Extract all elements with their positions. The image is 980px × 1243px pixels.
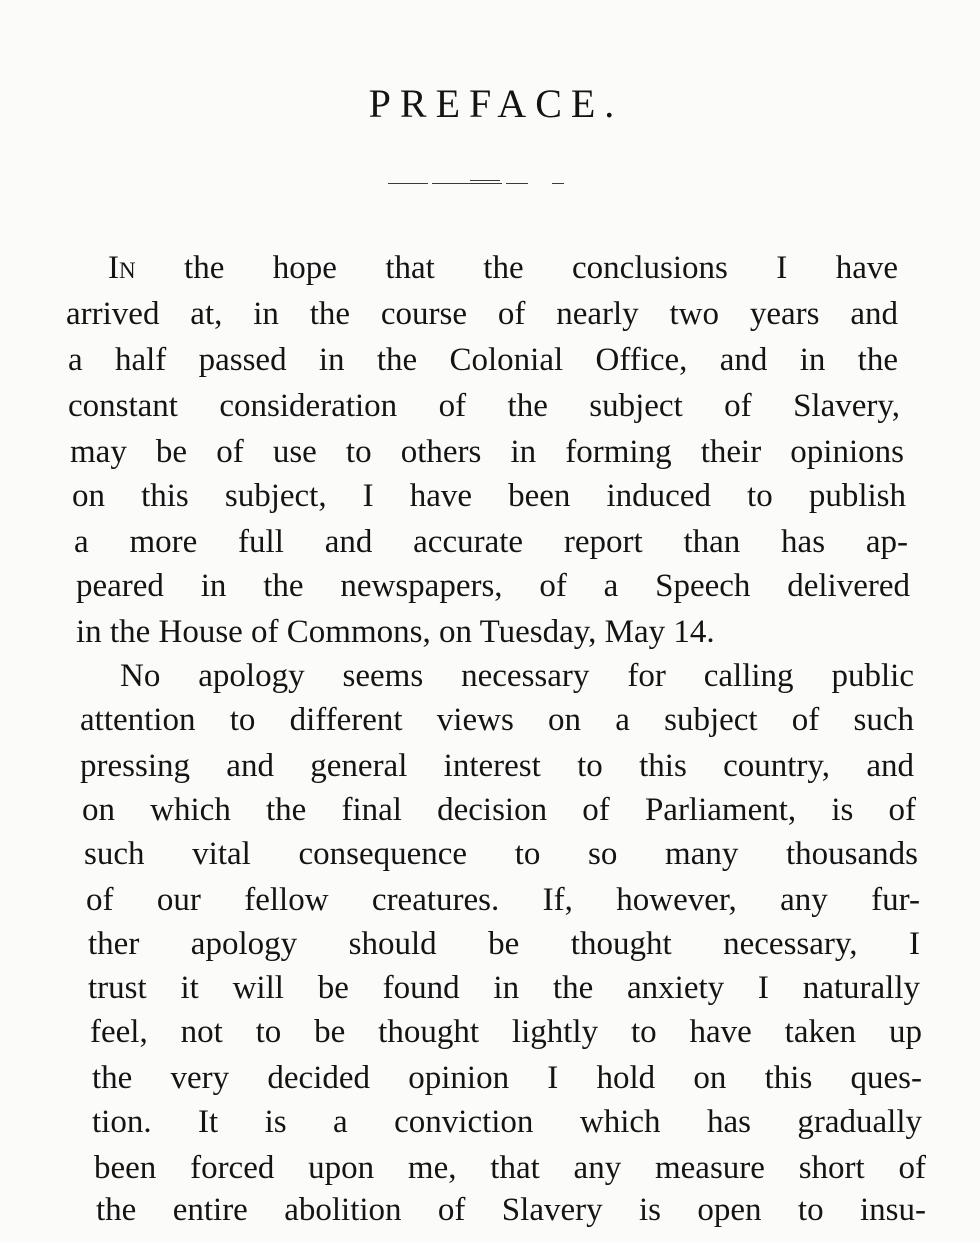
drop-word: In [108,250,136,286]
paragraph-1-line-3: a half passed in the Colonial Office, and in the [68,342,898,378]
paragraph-1-line-2: arrived at, in the course of nearly two years and [66,296,898,332]
paragraph-2-line-9: feel, not to be thought lightly to have taken up [90,1014,922,1050]
paragraph-2-line-13: the entire abolition of Slavery is open to insu- [96,1192,926,1228]
paragraph-2-line-10: the very decided opinion I hold on this ques- [92,1060,922,1096]
paragraph-1-line-1: In the hope that the conclusions I have [108,250,898,286]
paragraph-1-line-8: peared in the newspapers, of a Speech delivered [76,568,910,604]
paragraph-1-line-9: in the House of Commons, on Tuesday, May 14. [76,614,715,650]
paragraph-2-line-11: tion. It is a conviction which has gradually [92,1104,922,1140]
paragraph-2-line-3: pressing and general interest to this country, and [80,748,914,784]
paragraph-2-line-8: trust it will be found in the anxiety I naturally [88,970,920,1006]
paragraph-2-line-12: been forced upon me, that any measure short of [94,1150,926,1186]
paragraph-1-line-5: may be of use to others in forming their opinions [70,434,904,470]
paragraph-2-line-1: No apology seems necessary for calling public [120,658,914,694]
paragraph-2-line-2: attention to different views on a subject of such [80,702,914,738]
paragraph-1-line-7: a more full and accurate report than has ap- [74,524,908,560]
title-ornament-rule [380,180,570,188]
paragraph-2-line-6: of our fellow creatures. If, however, any fur- [86,882,920,918]
paragraph-2-line-5: such vital consequence to so many thousands [84,836,918,872]
paragraph-1-line-6: on this subject, I have been induced to publish [72,478,906,514]
paragraph-2-line-7: ther apology should be thought necessary, I [88,926,920,962]
paragraph-2-line-4: on which the final decision of Parliament, is of [82,792,916,828]
paragraph-1-line-4: constant consideration of the subject of Slavery, [68,388,900,424]
page-title: PREFACE. [368,81,624,126]
